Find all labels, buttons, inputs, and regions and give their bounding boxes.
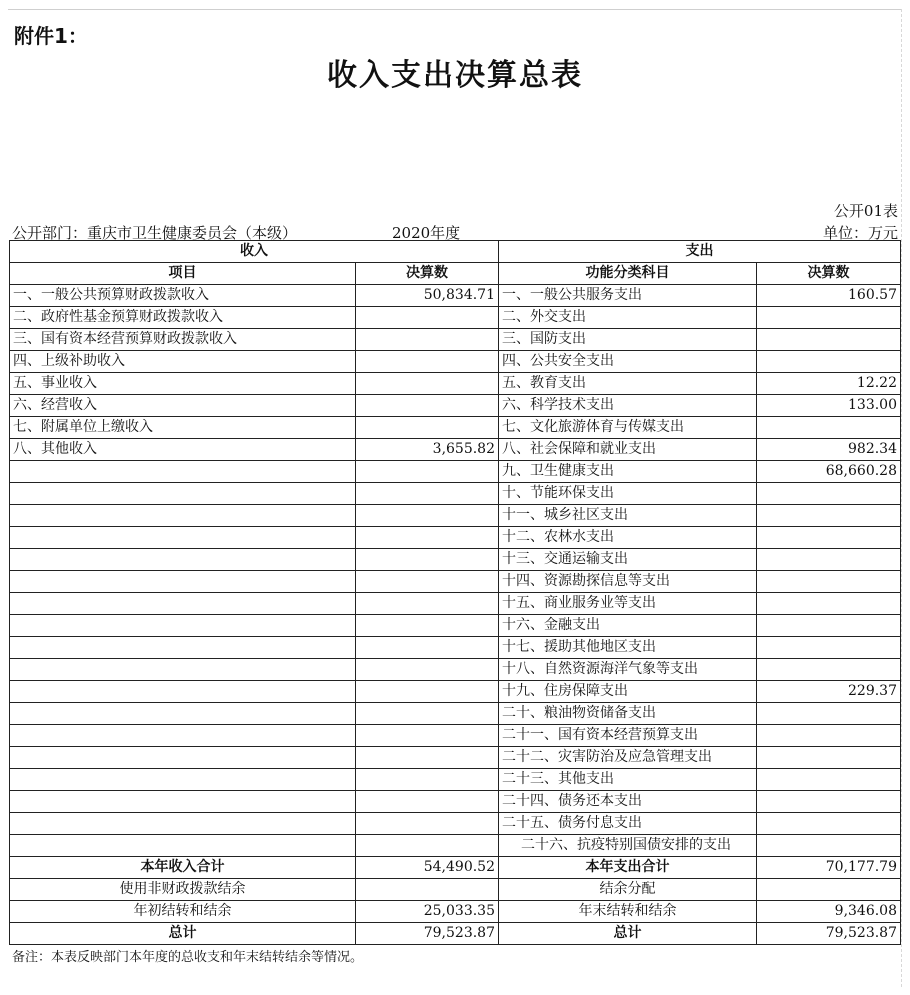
income-amount: [356, 571, 499, 593]
income-item: [10, 637, 356, 659]
footnote: 备注：本表反映部门本年度的总收支和年末结转结余等情况。: [12, 950, 364, 965]
income-header: 收入: [10, 241, 499, 263]
column-header-row: [10, 263, 901, 285]
expense-header: 支出: [499, 241, 901, 263]
income-amount: [356, 747, 499, 769]
summary-income-label: 本年收入合计: [10, 857, 356, 879]
income-amount: 3,655.82: [356, 439, 499, 461]
expense-item: 十九、住房保障支出: [499, 681, 757, 703]
income-amount: [356, 769, 499, 791]
table-row: [10, 813, 901, 835]
expense-amount: 229.37: [757, 681, 901, 703]
table-row: [10, 681, 901, 703]
table-row: [10, 351, 901, 373]
summary-income-amount: 54,490.52: [356, 857, 499, 879]
table-row: [10, 571, 901, 593]
income-amount: [356, 791, 499, 813]
expense-amount: 133.00: [757, 395, 901, 417]
income-item: 八、其他收入: [10, 439, 356, 461]
income-amount: 50,834.71: [356, 285, 499, 307]
expense-item: 二十五、债务付息支出: [499, 813, 757, 835]
expense-amount: 982.34: [757, 439, 901, 461]
summary-expense-amount: [757, 879, 901, 901]
table-row: [10, 505, 901, 527]
table-row: [10, 483, 901, 505]
table-row: [10, 659, 901, 681]
income-item: [10, 703, 356, 725]
income-item: 七、附属单位上缴收入: [10, 417, 356, 439]
expense-item: 二十四、债务还本支出: [499, 791, 757, 813]
income-item: 六、经营收入: [10, 395, 356, 417]
income-item: [10, 747, 356, 769]
income-amount: [356, 527, 499, 549]
table-row: [10, 461, 901, 483]
top-border: [8, 9, 902, 10]
income-amount: [356, 593, 499, 615]
form-number: 公开01表: [833, 202, 898, 220]
income-amount: [356, 637, 499, 659]
page-title: 收入支出决算总表: [327, 58, 583, 93]
expense-item: 三、国防支出: [499, 329, 757, 351]
table-row: [10, 373, 901, 395]
income-item: [10, 835, 356, 857]
attachment-label: 附件1：: [14, 24, 88, 48]
expense-item: 八、社会保障和就业支出: [499, 439, 757, 461]
amount2-header: 决算数: [757, 263, 901, 285]
income-amount: [356, 461, 499, 483]
summary-expense-amount: 9,346.08: [757, 901, 901, 923]
table-row: [10, 439, 901, 461]
summary-row: [10, 879, 901, 901]
expense-item: 十一、城乡社区支出: [499, 505, 757, 527]
income-item: [10, 593, 356, 615]
expense-amount: [757, 351, 901, 373]
summary-expense-label: 本年支出合计: [499, 857, 757, 879]
expense-amount: [757, 549, 901, 571]
expense-item: 十四、资源勘探信息等支出: [499, 571, 757, 593]
income-item: [10, 571, 356, 593]
summary-income-label: 年初结转和结余: [10, 901, 356, 923]
income-item: [10, 791, 356, 813]
summary-income-label: 总计: [10, 923, 356, 945]
income-item: [10, 527, 356, 549]
income-amount: [356, 549, 499, 571]
expense-amount: [757, 659, 901, 681]
expense-item: 九、卫生健康支出: [499, 461, 757, 483]
expense-amount: [757, 483, 901, 505]
income-item: 二、政府性基金预算财政拨款收入: [10, 307, 356, 329]
income-amount: [356, 373, 499, 395]
expense-item: 七、文化旅游体育与传媒支出: [499, 417, 757, 439]
expense-amount: [757, 307, 901, 329]
summary-row: [10, 923, 901, 945]
expense-item: 二十三、其他支出: [499, 769, 757, 791]
summary-income-label: 使用非财政拨款结余: [10, 879, 356, 901]
expense-amount: 160.57: [757, 285, 901, 307]
expense-amount: 12.22: [757, 373, 901, 395]
income-item: [10, 461, 356, 483]
expense-amount: [757, 791, 901, 813]
income-amount: [356, 505, 499, 527]
income-item: 五、事业收入: [10, 373, 356, 395]
expense-amount: [757, 637, 901, 659]
summary-expense-label: 总计: [499, 923, 757, 945]
table-row: [10, 747, 901, 769]
right-edge: [901, 9, 902, 987]
expense-amount: [757, 769, 901, 791]
expense-item: 十二、农林水支出: [499, 527, 757, 549]
income-item: 一、一般公共预算财政拨款收入: [10, 285, 356, 307]
summary-expense-label: 结余分配: [499, 879, 757, 901]
summary-income-amount: 25,033.35: [356, 901, 499, 923]
expense-item: 十七、援助其他地区支出: [499, 637, 757, 659]
section-header-row: [10, 241, 901, 263]
expense-amount: [757, 835, 901, 857]
category-header: 功能分类科目: [499, 263, 757, 285]
expense-amount: 68,660.28: [757, 461, 901, 483]
income-amount: [356, 813, 499, 835]
income-amount: [356, 307, 499, 329]
table-row: [10, 703, 901, 725]
table-row: [10, 615, 901, 637]
expense-amount: [757, 725, 901, 747]
summary-income-amount: 79,523.87: [356, 923, 499, 945]
expense-amount: [757, 505, 901, 527]
income-amount: [356, 483, 499, 505]
income-amount: [356, 725, 499, 747]
expense-amount: [757, 593, 901, 615]
table-row: [10, 527, 901, 549]
table-row: [10, 417, 901, 439]
expense-item: 二十、粮油物资储备支出: [499, 703, 757, 725]
year-label: 2020年度: [392, 224, 461, 242]
expense-item: 六、科学技术支出: [499, 395, 757, 417]
summary-expense-amount: 79,523.87: [757, 923, 901, 945]
income-item: [10, 483, 356, 505]
income-amount: [356, 417, 499, 439]
table-row: [10, 307, 901, 329]
summary-income-amount: [356, 879, 499, 901]
income-item: [10, 549, 356, 571]
unit-label: 单位：万元: [822, 224, 898, 242]
expense-amount: [757, 527, 901, 549]
expense-item: 十八、自然资源海洋气象等支出: [499, 659, 757, 681]
expense-item: 二十六、抗疫特别国债安排的支出: [499, 835, 757, 857]
summary-expense-label: 年末结转和结余: [499, 901, 757, 923]
summary-row: [10, 857, 901, 879]
table-row: [10, 549, 901, 571]
department-label: 公开部门：重庆市卫生健康委员会（本级）: [12, 224, 298, 242]
income-amount: [356, 659, 499, 681]
expense-amount: [757, 747, 901, 769]
expense-amount: [757, 417, 901, 439]
income-item: [10, 769, 356, 791]
income-item: [10, 725, 356, 747]
summary-row: [10, 901, 901, 923]
expense-item: 二十二、灾害防治及应急管理支出: [499, 747, 757, 769]
income-item: 四、上级补助收入: [10, 351, 356, 373]
income-item: [10, 681, 356, 703]
income-amount: [356, 395, 499, 417]
table-row: [10, 593, 901, 615]
income-item: [10, 659, 356, 681]
expense-amount: [757, 615, 901, 637]
expense-item: 二十一、国有资本经营预算支出: [499, 725, 757, 747]
budget-table: [9, 240, 901, 945]
expense-item: 十五、商业服务业等支出: [499, 593, 757, 615]
income-item: 三、国有资本经营预算财政拨款收入: [10, 329, 356, 351]
expense-item: 四、公共安全支出: [499, 351, 757, 373]
table-row: [10, 725, 901, 747]
income-item: [10, 505, 356, 527]
summary-expense-amount: 70,177.79: [757, 857, 901, 879]
income-amount: [356, 703, 499, 725]
table-row: [10, 791, 901, 813]
expense-amount: [757, 329, 901, 351]
expense-amount: [757, 813, 901, 835]
income-amount: [356, 329, 499, 351]
income-item: [10, 615, 356, 637]
table-row: [10, 835, 901, 857]
income-item: [10, 813, 356, 835]
expense-item: 一、一般公共服务支出: [499, 285, 757, 307]
table-row: [10, 285, 901, 307]
table-row: [10, 769, 901, 791]
table-row: [10, 637, 901, 659]
income-amount: [356, 351, 499, 373]
expense-item: 十六、金融支出: [499, 615, 757, 637]
amount-header: 决算数: [356, 263, 499, 285]
income-amount: [356, 835, 499, 857]
item-header: 项目: [10, 263, 356, 285]
table-row: [10, 329, 901, 351]
expense-item: 十、节能环保支出: [499, 483, 757, 505]
expense-item: 五、教育支出: [499, 373, 757, 395]
table-row: [10, 395, 901, 417]
expense-item: 二、外交支出: [499, 307, 757, 329]
income-amount: [356, 681, 499, 703]
expense-amount: [757, 703, 901, 725]
expense-amount: [757, 571, 901, 593]
income-amount: [356, 615, 499, 637]
expense-item: 十三、交通运输支出: [499, 549, 757, 571]
